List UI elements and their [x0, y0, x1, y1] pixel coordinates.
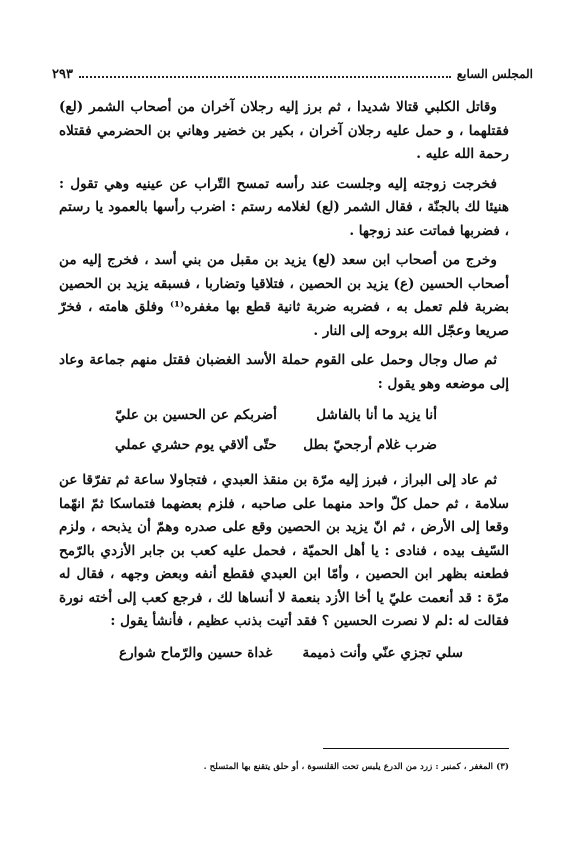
verse-hemistich-left: حتّى ألاقي يوم حشري عملي: [115, 436, 277, 453]
verse-line: [59, 642, 509, 666]
footnote: (٣) المغفر ، كمنبر : زرد من الدرع يلبس تحت القلنسوة ، أو حلق يتقنع بها المتسلح .: [203, 762, 509, 772]
paragraph-4: ثم صال وجال وحمل على القوم حملة الأسد الغضبان فقتل منهم جماعة وعاد إلى موضعه وهو يقول :: [59, 352, 509, 392]
poem-2: [59, 642, 509, 666]
verse-hemistich-right: سلي تجزي عنّي وأنت ذميمة: [302, 644, 463, 661]
chapter-title: المجلس السابع: [456, 67, 533, 81]
paragraph-1: وقاتل الكلبي قتالا شديدا ، ثم برز إليه رجلان آخران من أصحاب الشمر (لع) فقتلهما ، و حمل عليه رجلان آخران ، بكير بن خضير وهاني بن الحضرمي فقتلاه رحمة الله عليه .: [59, 99, 509, 162]
paragraph-5: ثم عاد إلى البراز ، فبرز إليه مرّة بن منقذ العبدي ، فتجاولا ساعة ثم تفرّقا عن سلامة ، ثم حمل كلّ واحد منهما على صاحبه ، فلزم بعضهما فتماسكا ثمّ انهّما وقعا إلى الأرض ، ثم انّ يزيد بن الحصين وقع على صدره وهمّ أن يذبحه ، ولزم السّيف بيده ، فنادى : يا أهل الحميّة ، فحمل عليه كعب بن جابر الأزدي بالرّمح فطعنه بظهر ابن الحصين ، وأمّا ابن العبدي فقطع أنفه وبعض وجهه ، فقال له مرّة : قد أنعمت عليّ يا أخا الأزد بنعمة لا أنساها لك ، فرجع كعب إلى أخته نورة فقالت له :لم لا نصرت الحسين ؟ فقد أتيت بذنب عظيم ، فأنشأ يقول :: [59, 472, 509, 629]
verse-line: [59, 404, 509, 428]
verse-hemistich-left: غداة حسين والرّماح شوارع: [119, 644, 273, 661]
poem-1: [59, 404, 509, 457]
paragraph-3: وخرج من أصحاب ابن سعد (لع) يزيد بن مقبل من بني أسد ، فخرج إليه من أصحاب الحسين (ع) يزيد بن الحصين ، فتلاقيا وتضاربا ، فسبقه يزيد بن الحصين بضربة فلم تعمل به ، فضربه ضربة ثانية قطع بها مغفره⁽¹⁾ وفلق هامته ، فخرّ صريعا وعجّل الله بروحه إلى النار .: [59, 252, 509, 339]
running-header: [52, 62, 533, 86]
verse-hemistich-left: أضربكم عن الحسين بن عليّ: [115, 407, 277, 423]
main-text: [59, 96, 509, 677]
footnote-separator: [323, 748, 509, 749]
verse-hemistich-right: ضرب غلام أرجحيّ بطل: [303, 436, 437, 453]
page-number: ٢٩٣: [52, 66, 73, 82]
verse-hemistich-right: أنا يزيد ما أنا بالفاشل: [316, 407, 437, 423]
header-dot-leader: [79, 70, 451, 78]
verse-line: [59, 434, 509, 458]
paragraph-2: فخرجت زوجته إليه وجلست عند رأسه تمسح التّراب عن عينيه وهي تقول : هنيئا لك بالجنّة ، فقال الشمر (لع) لغلامه رستم : اضرب رأسها بالعمود يا رستم ، فضربها فماتت عند زوجها .: [59, 175, 509, 239]
